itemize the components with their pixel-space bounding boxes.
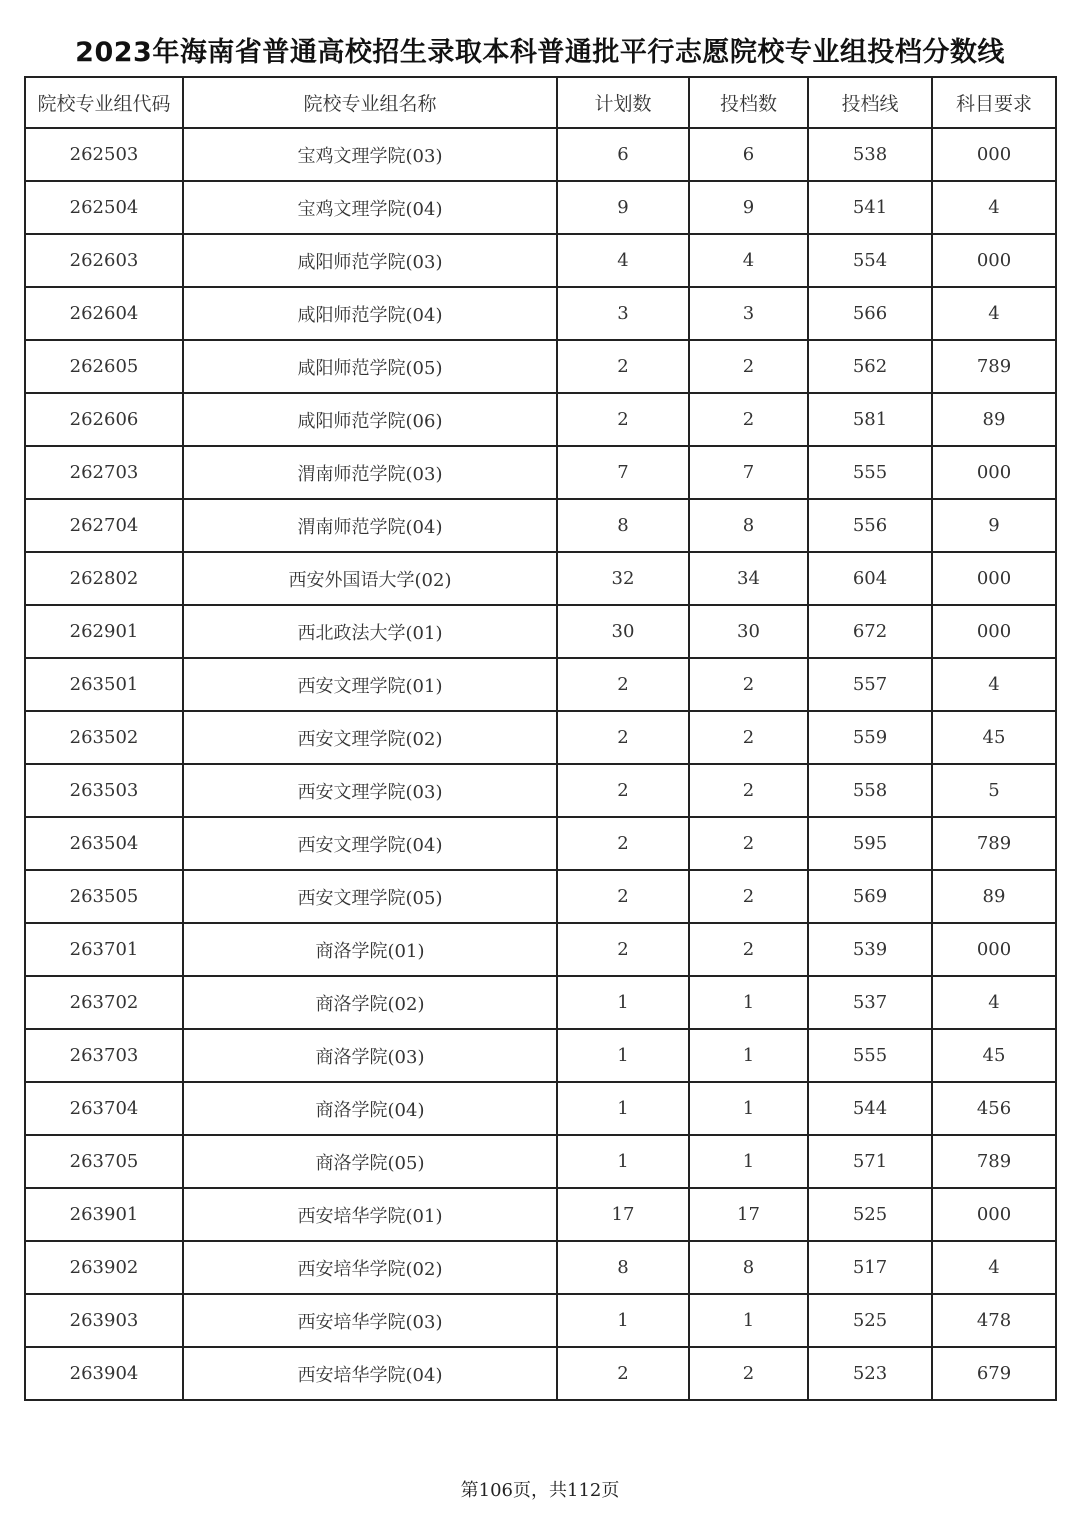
cell-group-name: 渭南师范学院(04) xyxy=(183,499,557,552)
cell-cutoff-score: 581 xyxy=(808,393,932,446)
cell-filed-count: 2 xyxy=(689,923,808,976)
cell-subject-requirement: 679 xyxy=(932,1347,1056,1400)
table-row xyxy=(25,870,1056,923)
cell-plan-count: 2 xyxy=(557,817,689,870)
table-row xyxy=(25,1347,1056,1400)
cell-cutoff-score: 537 xyxy=(808,976,932,1029)
column-header-cutoff-score: 投档线 xyxy=(808,77,932,128)
cell-subject-requirement: 000 xyxy=(932,552,1056,605)
cell-plan-count: 4 xyxy=(557,234,689,287)
cell-cutoff-score: 525 xyxy=(808,1294,932,1347)
table-row xyxy=(25,1241,1056,1294)
table-row xyxy=(25,340,1056,393)
cell-filed-count: 1 xyxy=(689,1294,808,1347)
admission-score-table xyxy=(24,76,1057,1401)
cell-cutoff-score: 558 xyxy=(808,764,932,817)
cell-filed-count: 2 xyxy=(689,340,808,393)
column-header-plan-count: 计划数 xyxy=(557,77,689,128)
cell-subject-requirement: 4 xyxy=(932,181,1056,234)
cell-filed-count: 9 xyxy=(689,181,808,234)
cell-subject-requirement: 789 xyxy=(932,340,1056,393)
cell-group-code: 263903 xyxy=(25,1294,183,1347)
cell-filed-count: 2 xyxy=(689,711,808,764)
table-row xyxy=(25,1188,1056,1241)
cell-group-name: 商洛学院(05) xyxy=(183,1135,557,1188)
cell-filed-count: 1 xyxy=(689,976,808,1029)
cell-group-name: 咸阳师范学院(04) xyxy=(183,287,557,340)
cell-plan-count: 32 xyxy=(557,552,689,605)
cell-subject-requirement: 000 xyxy=(932,234,1056,287)
cell-subject-requirement: 45 xyxy=(932,1029,1056,1082)
cell-cutoff-score: 544 xyxy=(808,1082,932,1135)
cell-plan-count: 2 xyxy=(557,870,689,923)
cell-subject-requirement: 000 xyxy=(932,1188,1056,1241)
cell-group-name: 西安外国语大学(02) xyxy=(183,552,557,605)
cell-plan-count: 1 xyxy=(557,976,689,1029)
cell-group-name: 宝鸡文理学院(04) xyxy=(183,181,557,234)
cell-cutoff-score: 517 xyxy=(808,1241,932,1294)
cell-group-code: 262604 xyxy=(25,287,183,340)
table-row xyxy=(25,817,1056,870)
table-row xyxy=(25,923,1056,976)
cell-subject-requirement: 000 xyxy=(932,923,1056,976)
cell-plan-count: 2 xyxy=(557,764,689,817)
cell-plan-count: 1 xyxy=(557,1294,689,1347)
cell-subject-requirement: 789 xyxy=(932,817,1056,870)
cell-subject-requirement: 000 xyxy=(932,128,1056,181)
cell-plan-count: 8 xyxy=(557,1241,689,1294)
cell-subject-requirement: 456 xyxy=(932,1082,1056,1135)
cell-group-code: 263501 xyxy=(25,658,183,711)
cell-filed-count: 8 xyxy=(689,499,808,552)
table-row xyxy=(25,976,1056,1029)
cell-cutoff-score: 539 xyxy=(808,923,932,976)
cell-plan-count: 2 xyxy=(557,340,689,393)
column-header-group-code: 院校专业组代码 xyxy=(25,77,183,128)
cell-filed-count: 17 xyxy=(689,1188,808,1241)
cell-group-name: 西安文理学院(03) xyxy=(183,764,557,817)
cell-filed-count: 8 xyxy=(689,1241,808,1294)
column-header-filed-count: 投档数 xyxy=(689,77,808,128)
cell-group-code: 263904 xyxy=(25,1347,183,1400)
table-row xyxy=(25,552,1056,605)
cell-group-code: 263705 xyxy=(25,1135,183,1188)
cell-group-code: 263503 xyxy=(25,764,183,817)
cell-group-name: 西安文理学院(02) xyxy=(183,711,557,764)
table-row xyxy=(25,287,1056,340)
column-header-group-name: 院校专业组名称 xyxy=(183,77,557,128)
cell-group-code: 262802 xyxy=(25,552,183,605)
cell-plan-count: 30 xyxy=(557,605,689,658)
cell-plan-count: 2 xyxy=(557,923,689,976)
cell-plan-count: 8 xyxy=(557,499,689,552)
table-row xyxy=(25,1294,1056,1347)
cell-group-code: 262704 xyxy=(25,499,183,552)
table-row xyxy=(25,711,1056,764)
cell-group-code: 263703 xyxy=(25,1029,183,1082)
cell-plan-count: 1 xyxy=(557,1082,689,1135)
cell-plan-count: 17 xyxy=(557,1188,689,1241)
cell-plan-count: 1 xyxy=(557,1135,689,1188)
cell-filed-count: 2 xyxy=(689,817,808,870)
cell-group-name: 咸阳师范学院(06) xyxy=(183,393,557,446)
cell-group-name: 西安培华学院(04) xyxy=(183,1347,557,1400)
cell-cutoff-score: 559 xyxy=(808,711,932,764)
cell-subject-requirement: 45 xyxy=(932,711,1056,764)
cell-group-name: 商洛学院(04) xyxy=(183,1082,557,1135)
table-row xyxy=(25,393,1056,446)
cell-cutoff-score: 566 xyxy=(808,287,932,340)
header-row xyxy=(25,77,1056,128)
table-row xyxy=(25,1029,1056,1082)
cell-group-name: 商洛学院(01) xyxy=(183,923,557,976)
cell-cutoff-score: 554 xyxy=(808,234,932,287)
cell-subject-requirement: 9 xyxy=(932,499,1056,552)
cell-group-name: 西安文理学院(04) xyxy=(183,817,557,870)
cell-group-name: 西北政法大学(01) xyxy=(183,605,557,658)
cell-group-code: 263704 xyxy=(25,1082,183,1135)
table-row xyxy=(25,181,1056,234)
table-header xyxy=(25,77,1056,128)
cell-cutoff-score: 672 xyxy=(808,605,932,658)
cell-group-code: 262901 xyxy=(25,605,183,658)
cell-filed-count: 2 xyxy=(689,764,808,817)
cell-filed-count: 2 xyxy=(689,658,808,711)
cell-cutoff-score: 555 xyxy=(808,1029,932,1082)
cell-filed-count: 1 xyxy=(689,1135,808,1188)
cell-subject-requirement: 5 xyxy=(932,764,1056,817)
cell-group-code: 263901 xyxy=(25,1188,183,1241)
cell-group-code: 263701 xyxy=(25,923,183,976)
cell-subject-requirement: 89 xyxy=(932,393,1056,446)
cell-group-name: 咸阳师范学院(03) xyxy=(183,234,557,287)
cell-filed-count: 6 xyxy=(689,128,808,181)
cell-cutoff-score: 604 xyxy=(808,552,932,605)
table-row xyxy=(25,128,1056,181)
cell-filed-count: 1 xyxy=(689,1029,808,1082)
cell-group-code: 263505 xyxy=(25,870,183,923)
cell-cutoff-score: 538 xyxy=(808,128,932,181)
cell-subject-requirement: 000 xyxy=(932,605,1056,658)
cell-group-name: 渭南师范学院(03) xyxy=(183,446,557,499)
cell-plan-count: 1 xyxy=(557,1029,689,1082)
cell-cutoff-score: 541 xyxy=(808,181,932,234)
cell-group-code: 262504 xyxy=(25,181,183,234)
cell-group-code: 262606 xyxy=(25,393,183,446)
table-row xyxy=(25,764,1056,817)
cell-group-code: 262703 xyxy=(25,446,183,499)
cell-cutoff-score: 525 xyxy=(808,1188,932,1241)
cell-filed-count: 3 xyxy=(689,287,808,340)
cell-group-name: 商洛学院(03) xyxy=(183,1029,557,1082)
page-title: 2023年海南省普通高校招生录取本科普通批平行志愿院校专业组投档分数线 xyxy=(75,37,1005,68)
cell-cutoff-score: 555 xyxy=(808,446,932,499)
table-row xyxy=(25,499,1056,552)
cell-plan-count: 6 xyxy=(557,128,689,181)
cell-cutoff-score: 523 xyxy=(808,1347,932,1400)
cell-filed-count: 2 xyxy=(689,393,808,446)
cell-subject-requirement: 4 xyxy=(932,1241,1056,1294)
cell-group-name: 咸阳师范学院(05) xyxy=(183,340,557,393)
cell-group-code: 263702 xyxy=(25,976,183,1029)
cell-plan-count: 2 xyxy=(557,393,689,446)
cell-cutoff-score: 556 xyxy=(808,499,932,552)
table-body xyxy=(25,128,1056,1400)
cell-plan-count: 3 xyxy=(557,287,689,340)
cell-filed-count: 4 xyxy=(689,234,808,287)
cell-subject-requirement: 478 xyxy=(932,1294,1056,1347)
cell-subject-requirement: 4 xyxy=(932,658,1056,711)
cell-group-name: 西安文理学院(05) xyxy=(183,870,557,923)
cell-group-code: 262605 xyxy=(25,340,183,393)
cell-plan-count: 2 xyxy=(557,1347,689,1400)
cell-group-name: 西安培华学院(01) xyxy=(183,1188,557,1241)
cell-filed-count: 34 xyxy=(689,552,808,605)
cell-cutoff-score: 557 xyxy=(808,658,932,711)
table-row xyxy=(25,446,1056,499)
cell-subject-requirement: 000 xyxy=(932,446,1056,499)
cell-cutoff-score: 571 xyxy=(808,1135,932,1188)
cell-group-code: 263504 xyxy=(25,817,183,870)
cell-group-code: 262503 xyxy=(25,128,183,181)
cell-plan-count: 2 xyxy=(557,658,689,711)
cell-filed-count: 1 xyxy=(689,1082,808,1135)
table-row xyxy=(25,1082,1056,1135)
cell-subject-requirement: 89 xyxy=(932,870,1056,923)
cell-plan-count: 2 xyxy=(557,711,689,764)
table-row xyxy=(25,658,1056,711)
cell-group-name: 宝鸡文理学院(03) xyxy=(183,128,557,181)
cell-group-code: 263502 xyxy=(25,711,183,764)
table-row xyxy=(25,234,1056,287)
table-row xyxy=(25,605,1056,658)
cell-subject-requirement: 4 xyxy=(932,976,1056,1029)
cell-group-name: 西安培华学院(03) xyxy=(183,1294,557,1347)
cell-group-code: 262603 xyxy=(25,234,183,287)
cell-plan-count: 7 xyxy=(557,446,689,499)
cell-subject-requirement: 789 xyxy=(932,1135,1056,1188)
cell-group-name: 西安文理学院(01) xyxy=(183,658,557,711)
cell-group-name: 西安培华学院(02) xyxy=(183,1241,557,1294)
cell-cutoff-score: 569 xyxy=(808,870,932,923)
table-row xyxy=(25,1135,1056,1188)
cell-subject-requirement: 4 xyxy=(932,287,1056,340)
cell-filed-count: 7 xyxy=(689,446,808,499)
cell-filed-count: 2 xyxy=(689,870,808,923)
cell-cutoff-score: 562 xyxy=(808,340,932,393)
cell-cutoff-score: 595 xyxy=(808,817,932,870)
column-header-subject-requirement: 科目要求 xyxy=(932,77,1056,128)
cell-group-name: 商洛学院(02) xyxy=(183,976,557,1029)
page-number: 第106页，共112页 xyxy=(460,1480,620,1501)
cell-group-code: 263902 xyxy=(25,1241,183,1294)
cell-filed-count: 30 xyxy=(689,605,808,658)
cell-filed-count: 2 xyxy=(689,1347,808,1400)
cell-plan-count: 9 xyxy=(557,181,689,234)
